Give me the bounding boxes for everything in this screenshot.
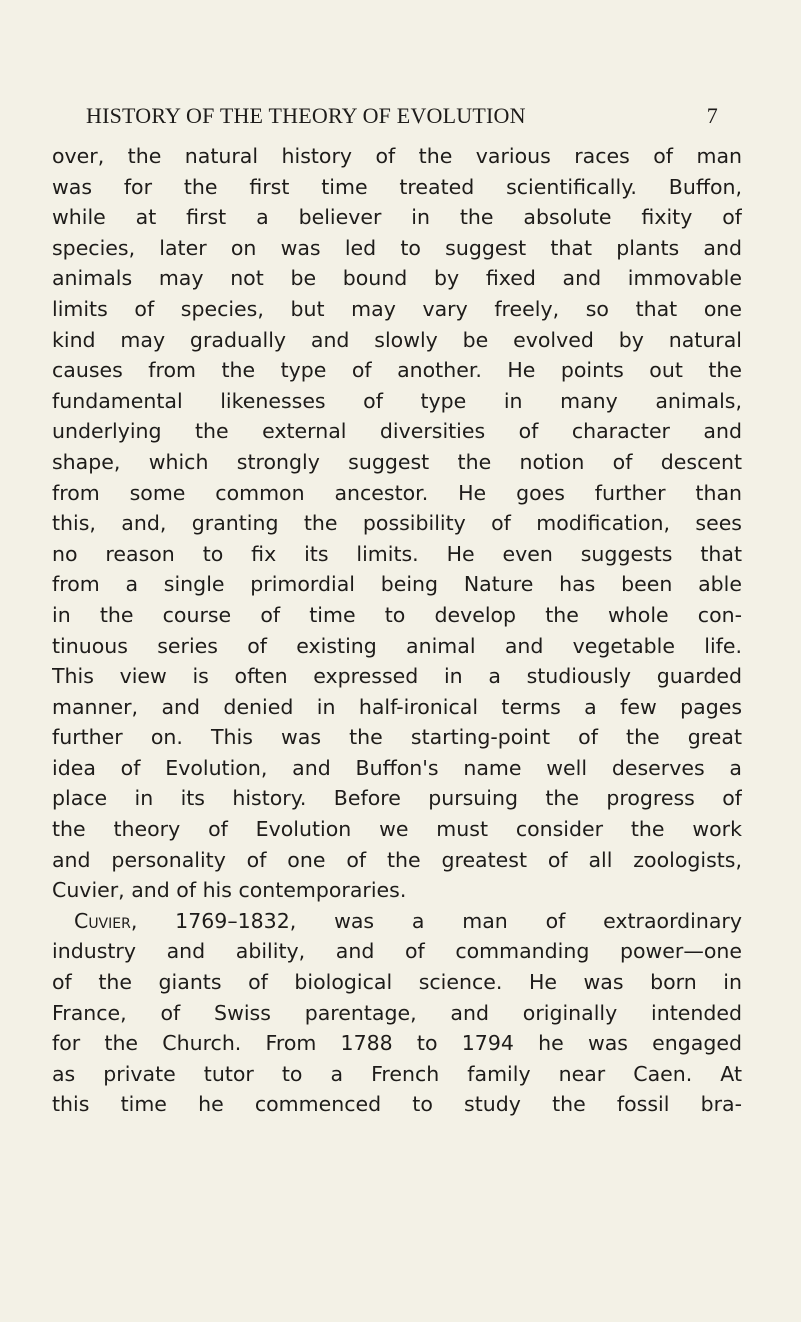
body-text [52, 141, 742, 1120]
small-caps-name: Cuvier, [74, 908, 138, 933]
text-line: limits of species, but may vary freely, so that one [52, 296, 742, 321]
running-head-title: HISTORY OF THE THEORY OF EVOLUTION [86, 103, 526, 128]
text-line: the theory of Evolution we must consider the work [52, 817, 742, 842]
text-line [52, 906, 742, 937]
page-number: 7 [706, 103, 718, 128]
text-line: causes from the type of another. He points out the [52, 358, 742, 383]
text-line: this time he commenced to study the fossil bra- [52, 1092, 742, 1117]
text-line: idea of Evolution, and Buffon's name well deserves a [52, 755, 742, 780]
running-head [86, 103, 726, 133]
text-line: Cuvier, and of his contemporaries. [52, 878, 407, 903]
text-line: from a single primordial being Nature has been able [52, 572, 742, 597]
text-line: over, the natural history of the various races of man [52, 144, 742, 168]
text-line: was for the first time treated scientifically. Buffon, [52, 174, 742, 199]
paragraph [52, 141, 742, 906]
text-line: no reason to fix its limits. He even suggests that [52, 541, 742, 566]
text-line: this, and, granting the possibility of modification, sees [52, 511, 742, 536]
text-line: of the giants of biological science. He was born in [52, 970, 742, 995]
text-line: industry and ability, and of commanding power—one [52, 939, 742, 964]
text-line: shape, which strongly suggest the notion of descent [52, 449, 742, 474]
text-line: from some common ancestor. He goes further than [52, 480, 742, 505]
text-line: for the Church. From 1788 to 1794 he was engaged [52, 1031, 742, 1056]
text-line: tinuous series of existing animal and vegetable life. [52, 633, 742, 658]
text-line: in the course of time to develop the whole con- [52, 602, 742, 627]
text-line: while at first a believer in the absolute fixity of [52, 205, 742, 230]
text-line: and personality of one of the greatest of all zoologists, [52, 847, 742, 872]
text-line-rest: 1769–1832, was a man of extraordinary [137, 908, 742, 933]
text-line: as private tutor to a French family near Caen. At [52, 1061, 742, 1086]
text-line: species, later on was led to suggest that plants and [52, 235, 742, 260]
text-line: fundamental likenesses of type in many animals, [52, 388, 742, 413]
text-line: kind may gradually and slowly be evolved by natural [52, 327, 742, 352]
text-line: animals may not be bound by fixed and immovable [52, 266, 742, 291]
text-line: France, of Swiss parentage, and originally intended [52, 1000, 742, 1025]
text-line: underlying the external diversities of character and [52, 419, 742, 444]
text-line: further on. This was the starting-point of the great [52, 725, 742, 750]
text-line: This view is often expressed in a studiously guarded [52, 664, 742, 689]
paragraph [52, 906, 742, 1120]
text-line: place in its history. Before pursuing the progress of [52, 786, 742, 811]
text-line: manner, and denied in half-ironical terms a few pages [52, 694, 742, 719]
